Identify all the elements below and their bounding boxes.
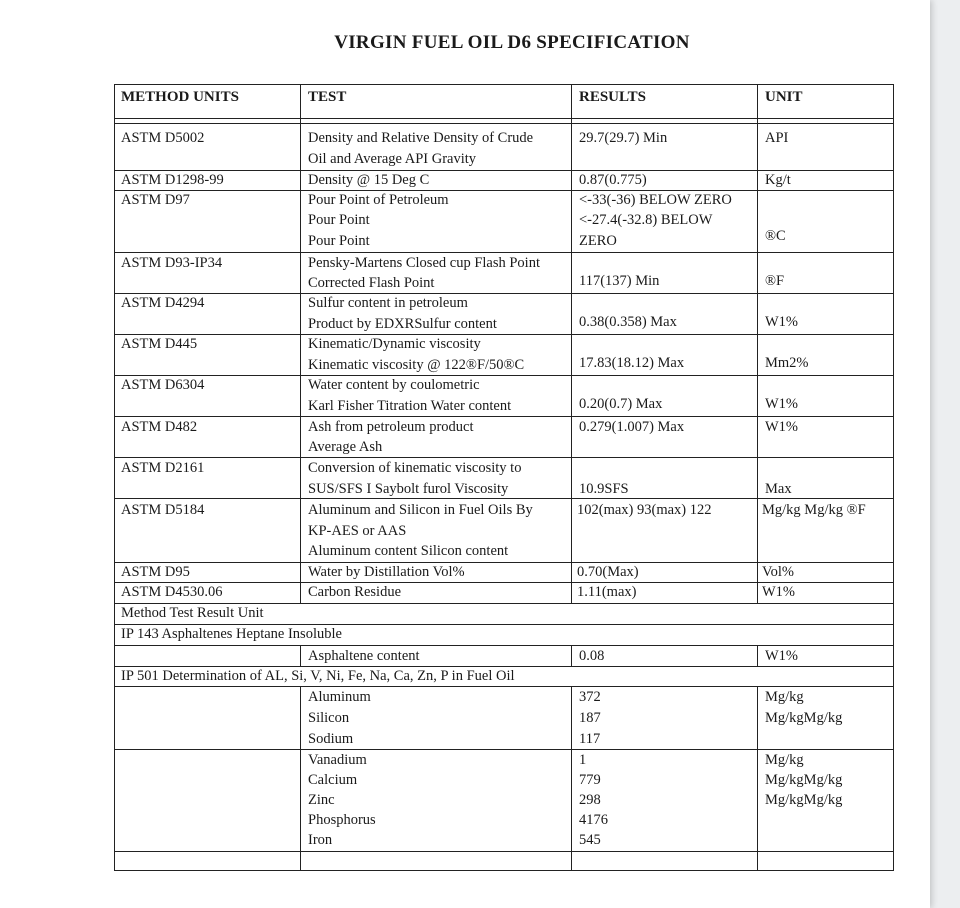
row-unit: Kg/t [765, 172, 791, 188]
row-method: ASTM D95 [121, 564, 190, 580]
header-method: METHOD UNITS [121, 89, 239, 105]
element-test: Zinc [308, 792, 335, 808]
section-heading: IP 143 Asphaltenes Heptane Insoluble [121, 626, 342, 642]
row-unit: Vol% [762, 564, 794, 580]
element-unit: Mg/kg [765, 689, 804, 705]
row-method: ASTM D445 [121, 336, 198, 352]
row-method: ASTM D93-IP34 [121, 255, 223, 271]
element-unit: Mg/kgMg/kg [765, 792, 843, 808]
element-result: 1 [579, 752, 587, 768]
row-test: Pour Point [308, 233, 370, 249]
header-unit: UNIT [765, 89, 803, 105]
row-test: Pour Point [308, 212, 370, 228]
row-unit: W1% [765, 419, 799, 435]
row-method: ASTM D5002 [121, 130, 205, 146]
row-unit: Max [765, 481, 792, 497]
element-test: Vanadium [308, 752, 367, 768]
element-result: 117 [579, 731, 601, 747]
row-test: Density @ 15 Deg C [308, 172, 430, 188]
header-test: TEST [308, 89, 347, 105]
row-unit: ®C [765, 228, 786, 244]
col-divider-results [571, 84, 572, 603]
row-test: KP-AES or AAS [308, 523, 407, 539]
col-divider-test-3 [300, 686, 301, 871]
row-unit: W1% [765, 314, 799, 330]
row-result: 0.38(0.358) Max [579, 314, 677, 330]
row-method: ASTM D2161 [121, 460, 205, 476]
table-border-left [114, 84, 115, 871]
row-method: ASTM D5184 [121, 502, 205, 518]
row-method: ASTM D4294 [121, 295, 205, 311]
row-result: <-27.4(-32.8) BELOW [579, 212, 713, 228]
header-results: RESULTS [579, 89, 646, 105]
row-unit: W1% [762, 584, 796, 600]
element-unit: Mg/kgMg/kg [765, 710, 843, 726]
row-unit: API [765, 130, 789, 146]
col-divider-test [300, 84, 301, 603]
col-divider-unit-3 [757, 686, 758, 871]
row-result: 117(137) Min [579, 273, 660, 289]
rule [114, 334, 894, 335]
row-test: Oil and Average API Gravity [308, 151, 477, 167]
row-unit: Mg/kg Mg/kg ®F [762, 502, 866, 518]
row-unit: ®F [765, 273, 785, 289]
element-result: 298 [579, 792, 601, 808]
element-test: Iron [308, 832, 333, 848]
element-result: 187 [579, 710, 601, 726]
row-result: 29.7(29.7) Min [579, 130, 668, 146]
row-result: 0.08 [579, 648, 605, 664]
row-method: ASTM D4530.06 [121, 584, 223, 600]
row-test: Water by Distillation Vol% [308, 564, 465, 580]
element-result: 4176 [579, 812, 608, 828]
row-result: 1.11(max) [577, 584, 637, 600]
rule [114, 84, 894, 85]
rule [114, 375, 894, 376]
row-result: <-33(-36) BELOW ZERO [579, 192, 732, 208]
section-heading: IP 501 Determination of AL, Si, V, Ni, Fe, Na, Ca, Zn, P in Fuel Oil [121, 668, 515, 684]
element-unit: Mg/kg [765, 752, 804, 768]
row-method: ASTM D97 [121, 192, 190, 208]
row-unit: Mm2% [765, 355, 809, 371]
rule [114, 851, 894, 852]
element-test: Sodium [308, 731, 354, 747]
row-test: Conversion of kinematic viscosity to [308, 460, 522, 476]
table-border-right [893, 84, 894, 871]
element-test: Calcium [308, 772, 358, 788]
section-heading: Method Test Result Unit [121, 605, 264, 621]
col-divider-unit-2 [757, 645, 758, 666]
col-divider-unit [757, 84, 758, 603]
element-result: 545 [579, 832, 601, 848]
row-result: 10.9SFS [579, 481, 629, 497]
element-unit: Mg/kgMg/kg [765, 772, 843, 788]
element-test: Silicon [308, 710, 350, 726]
row-method: ASTM D482 [121, 419, 198, 435]
col-divider-results-3 [571, 686, 572, 871]
element-test: Phosphorus [308, 812, 376, 828]
row-method: ASTM D6304 [121, 377, 205, 393]
row-test: Kinematic viscosity @ 122®F/50®C [308, 357, 525, 373]
document-title: VIRGIN FUEL OIL D6 SPECIFICATION [334, 32, 690, 53]
rule [114, 293, 894, 294]
row-test: Kinematic/Dynamic viscosity [308, 336, 481, 352]
row-test: Asphaltene content [308, 648, 420, 664]
row-test: Aluminum content Silicon content [308, 543, 509, 559]
row-test: Ash from petroleum product [308, 419, 474, 435]
row-result: 0.87(0.775) [579, 172, 647, 188]
row-test: Sulfur content in petroleum [308, 295, 468, 311]
row-test: Average Ash [308, 439, 383, 455]
col-divider-test-2 [300, 645, 301, 666]
row-result: 0.70(Max) [577, 564, 639, 580]
row-result: ZERO [579, 233, 617, 249]
row-test: Density and Relative Density of Crude [308, 130, 534, 146]
row-unit: W1% [765, 396, 799, 412]
element-test: Aluminum [308, 689, 371, 705]
rule [114, 190, 894, 191]
row-unit: W1% [765, 648, 799, 664]
rule [114, 870, 894, 871]
rule [114, 123, 894, 124]
row-result: 102(max) 93(max) 122 [577, 502, 712, 518]
col-divider-results-2 [571, 645, 572, 666]
element-result: 779 [579, 772, 601, 788]
row-test: SUS/SFS I Saybolt furol Viscosity [308, 481, 509, 497]
row-method: ASTM D1298-99 [121, 172, 224, 188]
row-test: Pour Point of Petroleum [308, 192, 449, 208]
row-test: Karl Fisher Titration Water content [308, 398, 512, 414]
row-result: 0.20(0.7) Max [579, 396, 663, 412]
row-test: Water content by coulometric [308, 377, 480, 393]
rule [114, 118, 894, 119]
row-result: 17.83(18.12) Max [579, 355, 685, 371]
row-test: Corrected Flash Point [308, 275, 435, 291]
element-result: 372 [579, 689, 601, 705]
row-test: Product by EDXRSulfur content [308, 316, 497, 332]
row-result: 0.279(1.007) Max [579, 419, 685, 435]
row-test: Carbon Residue [308, 584, 402, 600]
row-test: Pensky-Martens Closed cup Flash Point [308, 255, 540, 271]
row-test: Aluminum and Silicon in Fuel Oils By [308, 502, 533, 518]
